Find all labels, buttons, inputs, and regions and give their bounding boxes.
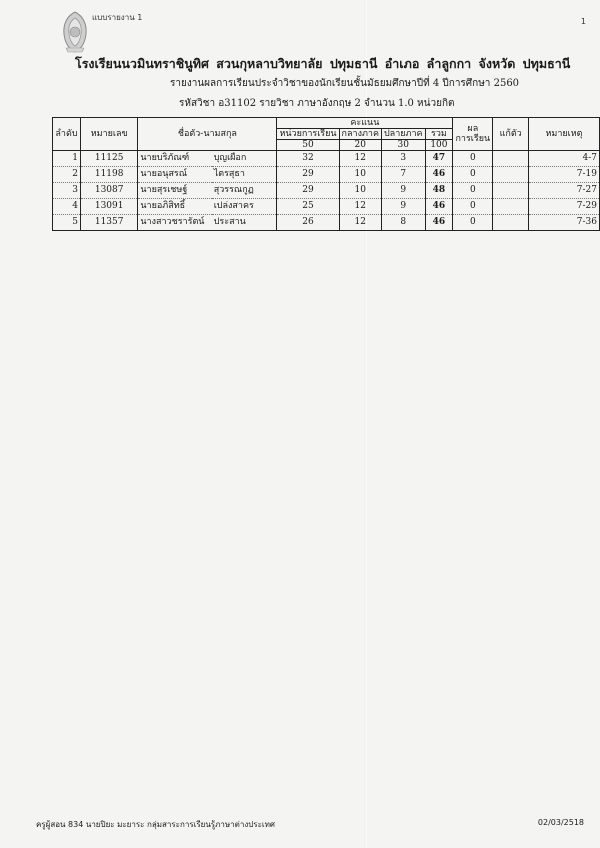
table-row xyxy=(53,167,600,183)
table-row xyxy=(53,215,600,231)
row-total-score: 46 xyxy=(425,167,453,183)
row-midterm-score: 10 xyxy=(339,183,381,199)
header-no: ลำดับ xyxy=(53,118,81,151)
row-final-score: 3 xyxy=(381,151,425,167)
row-last-name: เปล่งสาคร xyxy=(212,199,277,215)
row-final-score: 7 xyxy=(381,167,425,183)
row-note: 7-19 xyxy=(529,167,600,183)
row-last-name: บุญเผือก xyxy=(212,151,277,167)
grades-table xyxy=(52,117,600,231)
row-total-score: 47 xyxy=(425,151,453,167)
row-first-name: นายสุรเชษฐ์ xyxy=(138,183,212,199)
row-last-name: ประสาน xyxy=(212,215,277,231)
row-first-name: นางสาวชรารัตน์ xyxy=(138,215,212,231)
header-total: รวม xyxy=(425,129,453,140)
row-note: 4-7 xyxy=(529,151,600,167)
row-grade: 0 xyxy=(453,167,493,183)
row-total-score: 46 xyxy=(425,215,453,231)
row-final-score: 9 xyxy=(381,183,425,199)
page-number: 1 xyxy=(580,17,586,26)
row-first-name: นายบริภัณฑ์ xyxy=(138,151,212,167)
row-id: 13091 xyxy=(80,199,137,215)
row-midterm-score: 12 xyxy=(339,215,381,231)
header-result xyxy=(453,118,493,151)
header-name: ชื่อตัว-นามสกุล xyxy=(138,118,277,151)
row-unit-score: 25 xyxy=(277,199,339,215)
row-no: 3 xyxy=(53,183,81,199)
row-no: 5 xyxy=(53,215,81,231)
header-id: หมายเลข xyxy=(80,118,137,151)
row-no: 1 xyxy=(53,151,81,167)
row-grade: 0 xyxy=(453,215,493,231)
row-total-score: 48 xyxy=(425,183,453,199)
row-unit-score: 29 xyxy=(277,167,339,183)
course-info: รหัสวิชา อ31102 รายวิชา ภาษาอังกฤษ 2 จำนวน 1.0 หน่วยกิต xyxy=(179,98,455,109)
row-grade: 0 xyxy=(453,199,493,215)
row-unit-score: 32 xyxy=(277,151,339,167)
footer-date: 02/03/2518 xyxy=(537,818,584,827)
row-last-name: สุวรรณกูฏ xyxy=(212,183,277,199)
row-final-score: 8 xyxy=(381,215,425,231)
row-last-name: ไตรสุธา xyxy=(212,167,277,183)
table-row xyxy=(53,199,600,215)
row-note: 7-36 xyxy=(529,215,600,231)
header-note: หมายเหตุ xyxy=(529,118,600,151)
row-midterm-score: 10 xyxy=(339,167,381,183)
row-first-name: นายอนุสรณ์ xyxy=(138,167,212,183)
header-midterm: กลางภาค xyxy=(339,129,381,140)
school-crest-icon xyxy=(57,10,93,54)
table-row xyxy=(53,151,600,167)
report-subtitle: รายงานผลการเรียนประจำวิชาของนักเรียนชั้นมัธยมศึกษาปีที่ 4 ปีการศึกษา 2560 xyxy=(170,78,520,89)
row-total-score: 46 xyxy=(425,199,453,215)
header-unit: หน่วยการเรียน xyxy=(277,129,339,140)
header-final-max: 30 xyxy=(381,140,425,151)
row-note: 7-29 xyxy=(529,199,600,215)
row-id: 11357 xyxy=(80,215,137,231)
header-result-line1: ผล xyxy=(467,124,479,134)
row-retest xyxy=(493,167,529,183)
row-retest xyxy=(493,151,529,167)
row-no: 4 xyxy=(53,199,81,215)
row-midterm-score: 12 xyxy=(339,199,381,215)
row-final-score: 9 xyxy=(381,199,425,215)
footer-teacher: ครูผู้สอน 834 นายปิยะ มะยาระ กลุ่มสาระการเรียนรู้ภาษาต่างประเทศ xyxy=(36,820,275,829)
row-no: 2 xyxy=(53,167,81,183)
header-result-line2: การเรียน xyxy=(455,134,491,144)
row-id: 11198 xyxy=(80,167,137,183)
row-grade: 0 xyxy=(453,151,493,167)
row-id: 11125 xyxy=(80,151,137,167)
header-unit-max: 50 xyxy=(277,140,339,151)
row-retest xyxy=(493,199,529,215)
header-score-group: คะแนน xyxy=(277,118,453,129)
row-first-name: นายอภิสิทธิ์ xyxy=(138,199,212,215)
row-note: 7-27 xyxy=(529,183,600,199)
row-retest xyxy=(493,183,529,199)
header-midterm-max: 20 xyxy=(339,140,381,151)
row-id: 13087 xyxy=(80,183,137,199)
row-midterm-score: 12 xyxy=(339,151,381,167)
row-grade: 0 xyxy=(453,183,493,199)
school-title: โรงเรียนนวมินทราชินูทิศ สวนกุหลาบวิทยาลัย ปทุมธานี อำเภอ ลำลูกกา จังหวัด ปทุมธานี xyxy=(75,56,571,71)
header-total-max: 100 xyxy=(425,140,453,151)
row-unit-score: 26 xyxy=(277,215,339,231)
row-unit-score: 29 xyxy=(277,183,339,199)
row-retest xyxy=(493,215,529,231)
table-row xyxy=(53,183,600,199)
form-label: แบบรายงาน 1 xyxy=(92,13,143,22)
header-retest: แก้ตัว xyxy=(493,118,529,151)
header-final: ปลายภาค xyxy=(381,129,425,140)
